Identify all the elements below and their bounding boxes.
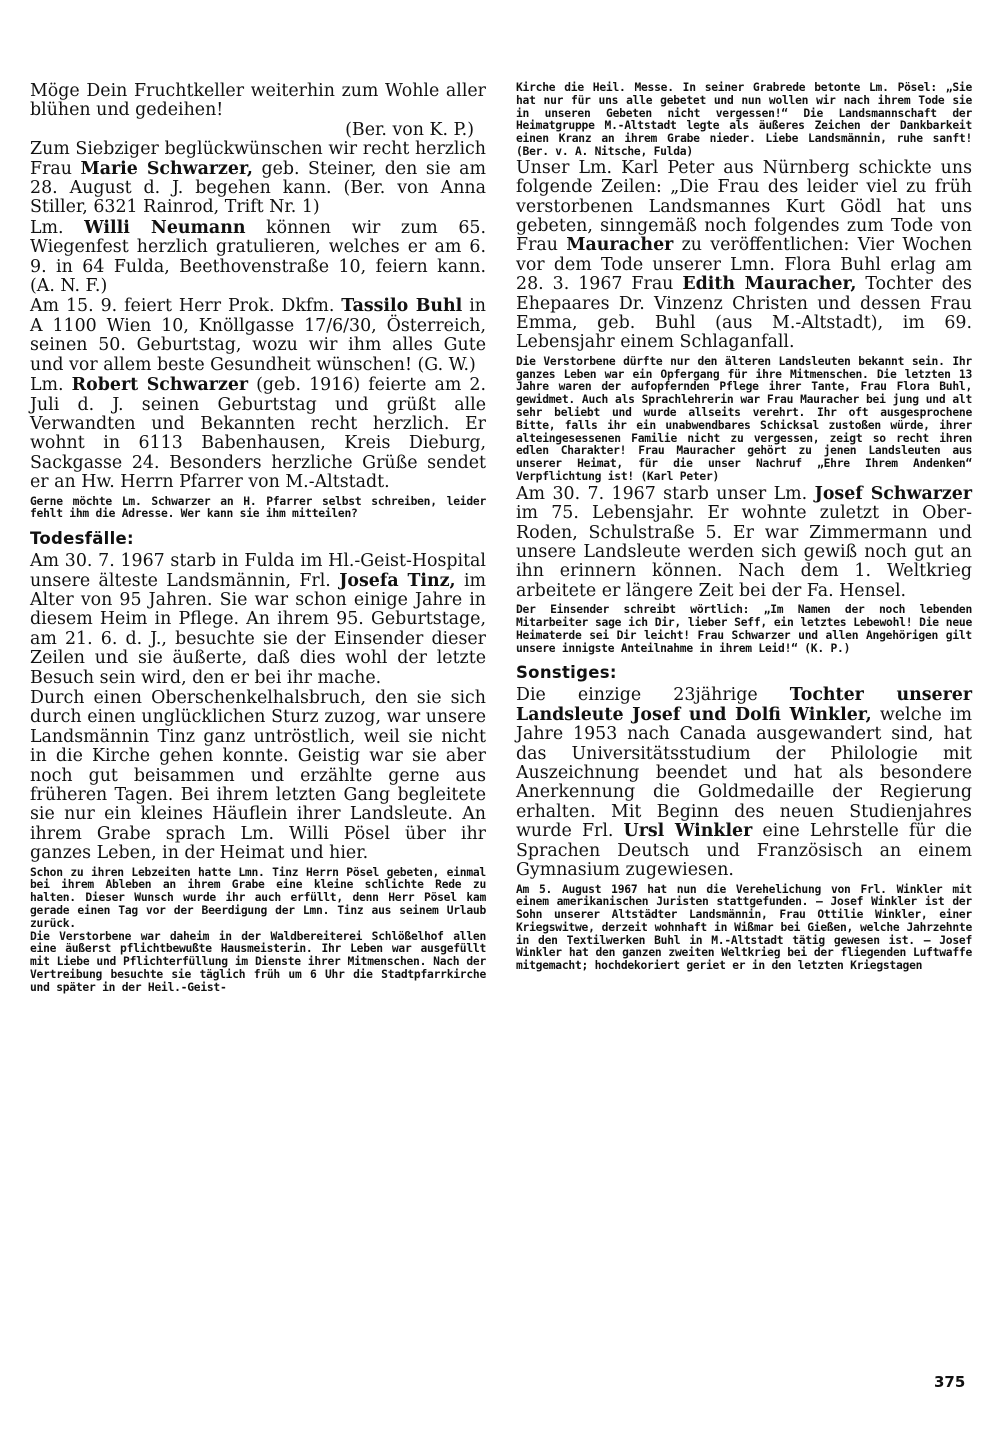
person-name: Tassilo Buhl xyxy=(341,296,463,317)
funeral-speech-note: Kirche die Heil. Messe. In seiner Grabrede betonte Lm. Pösel: „Sie hat nur für uns alle gebetet und nun wollen wir nach ihrem Tode sie in unseren Gebeten nicht vergessen!“ Die Landsmannschaft der Heimatgruppe M.-Altstadt legte als äußeres Zeichen der Dankbarkeit einen Kranz an ihrem Grabe nieder. Liebe Landsmännin, ruhe sanft! (Ber. v. A. Nitsche, Fulda) xyxy=(516,81,972,158)
birthday-buhl: Am 15. 9. feiert Herr Prok. Dkfm. Tassilo Buhl in A 1100 Wien 10, Knöllgasse 17/6/30, Österreich, seinen 50. Geburtstag, wozu wir ihm alles Gute und vor allem beste Gesundheit wünschen! (G. W.) xyxy=(30,296,486,375)
person-name: Robert Schwarzer xyxy=(71,375,249,396)
death-mauracher-note: Die Verstorbene dürfte nur den älteren Landsleuten bekannt sein. Ihr ganzes Leben war ein Opfergang für ihre Mitmenschen. Die letzten 13 Jahre waren der aufopfernden Pflege ihrer Tante, Frau Flora Buhl, gewidmet. Auch als Sprachlehrerin war Frau Mauracher bei jung und alt sehr beliebt und wurde allseits verehrt. Ihr oft ausgesprochene Bitte, falls ihr ein unabwendbares Schicksal zustoßen würde, ihrer alteingesessenen Familie nicht zu vergessen, zeigt so recht ihren edlen Charakter! Frau Mauracher gehört zu jenen Landsleuten aus unserer Heimat, für die unser Nachruf „Ehre Ihrem Andenken“ Verpflichtung ist! (Karl Peter) xyxy=(516,354,972,484)
person-name: Tochter unserer Landsleute Josef und Dolfi Winkler, xyxy=(516,685,973,725)
person-name: Josef Schwarzer xyxy=(814,483,972,504)
person-name: Marie Schwarzer, xyxy=(80,158,253,179)
person-name: Ursl Winkler xyxy=(623,821,753,842)
person-name: Edith Mauracher, xyxy=(682,274,857,295)
section-heading-miscellaneous: Sonstiges: xyxy=(516,663,617,683)
section-heading-deaths: Todesfälle: xyxy=(30,529,134,549)
birthday-schwarzer-marie: Zum Siebziger beglückwünschen wir recht herzlich Frau Marie Schwarzer, geb. Steiner, den sie am 28. August d. J. begehen kann. (Ber. von Anna Stiller, 6321 Rainrod, Trift Nr. 1) xyxy=(30,139,486,218)
farewell-note: Der Einsender schreibt wörtlich: „Im Namen der noch lebenden Mitarbeiter sage ich Dir, lieber Seff, ein letztes Lebewohl! Die neue Heimaterde sei Dir leicht! Frau Schwarzer und allen Angehörigen gilt unsere innigste Anteilnahme in ihrem Leid!“ (K. P.) xyxy=(516,603,972,655)
address-request-note: Gerne möchte Lm. Schwarzer an H. Pfarrer selbst schreiben, leider fehlt ihm die Adresse. Wer kann sie ihm mitteilen? xyxy=(30,494,486,521)
death-tinz-note: Schon zu ihren Lebzeiten hatte Lmn. Tinz Herrn Pösel gebeten, einmal bei ihrem Ableben an ihrem Grabe eine kleine schlichte Rede zu halten. Dieser Wunsch wurde ihr auch erfüllt, denn Herr Pösel kam gerade einen Tag vor der Beerdigung der Lmn. Tinz aus seinem Urlaub zurück. xyxy=(30,865,486,930)
person-name: Josefa Tinz, xyxy=(339,570,456,591)
report-credit: (Ber. von K. P.) xyxy=(345,119,474,140)
right-column xyxy=(516,82,972,973)
birthday-neumann: Lm. Willi Neumann können wir zum 65. Wiegenfest herzlich gratulieren, welches er am 6. 9. in 64 Fulda, Beethovenstraße 10, feiern kann. (A. N. F.) xyxy=(30,217,487,297)
death-tinz: Am 30. 7. 1967 starb in Fulda im Hl.-Geist-Hospital unsere älteste Landsmännin, Frl. Josefa Tinz, im Alter von 95 Jahren. Sie war schon einige Jahre in diesem Heim in Pflege. An ihrem 95. Geburtstage, am 21. 6. d. J., besuchte sie der Einsender dieser Zeilen und sie äußerte, daß dies wohl der letzte Besuch sein wird, den er bei ihr mache. xyxy=(30,551,487,688)
death-tinz-continued: Durch einen Oberschenkelhalsbruch, den sie sich durch einen unglücklichen Sturz zuzog, war unsere Landsmännin Tinz ganz untröstlich, weil sie nicht in die Kirche gehen konnte. Geistig war sie aber noch gut beisammen und erzählte gerne aus früheren Tagen. Bei ihrem letzten Gang begleitete sie nur ein kleines Häuflein ihrer Landsleute. An ihrem Grabe sprach Lm. Willi Pösel über ihr ganzes Leben, in der Heimat und hier. xyxy=(30,687,486,864)
winkler-daughter: Die einzige 23jährige Tochter unserer Landsleute Josef und Dolfi Winkler, welche im Jahre 1953 nach Canada ausgewandert sind, hat das Universitätsstudium der Philologie mit Auszeichnung beendet und hat als besondere Anerkennung die Goldmedaille der Regierung erhalten. Mit Beginn des neuen Studienjahres wurde Frl. Ursl Winkler eine Lehrstelle für die Sprachen Deutsch und Französisch an einem Gymnasium zugewiesen. xyxy=(516,685,973,881)
death-tinz-biography: Die Verstorbene war daheim in der Waldbereiterei Schlößelhof allen eine äußerst pflichtbewußte Hausmeisterin. Ihr Leben war ausgefüllt mit Liebe und Pflichterfüllung im Dienste ihrer Mitmenschen. Nach der Vertreibung besuchte sie täglich früh um 6 Uhr die Stadtpfarrkirche und später in der Heil.-Geist- xyxy=(30,929,486,994)
person-name: Mauracher xyxy=(566,235,674,256)
left-column xyxy=(30,82,486,995)
person-name: Willi Neumann xyxy=(84,217,246,238)
page-number: 375 xyxy=(934,1373,966,1391)
death-mauracher: Unser Lm. Karl Peter aus Nürnberg schickte uns folgende Zeilen: „Die Frau des leider viel zu früh verstorbenen Landsmannes Kurt Gödl hat uns gebeten, sinngemäß noch folgendes zum Tode von Frau Mauracher zu veröffentlichen: Vier Wochen vor dem Tode unserer Lmn. Flora Buhl erlag am 28. 3. 1967 Frau Edith Mauracher, Tochter des Ehepaares Dr. Vinzenz Christen und dessen Frau Emma, geb. Buhl (aus M.-Altstadt), im 69. Lebensjahr einem Schlaganfall. xyxy=(516,157,973,353)
winkler-wedding-note: Am 5. August 1967 hat nun die Verehelichung von Frl. Winkler mit einem amerikanischen Juristen stattgefunden. — Josef Winkler ist der Sohn unserer Altstädter Landsmännin, Frau Ottilie Winkler, einer Kriegswitwe, derzeit wohnhaft in Wißmar bei Gießen, welche Jahrzehnte in den Textilwerken Buhl in M.-Altstadt tätig gewesen ist. — Josef Winkler hat den ganzen zweiten Weltkrieg bei der fliegenden Luftwaffe mitgemacht; hochdekoriert geriet er in den letzten Kriegstagen xyxy=(516,882,972,973)
death-schwarzer-josef: Am 30. 7. 1967 starb unser Lm. Josef Schwarzer im 75. Lebensjahr. Er wohnte zuletzt in Ober-Roden, Schulstraße 5. Er war Zimmermann und unsere Landsleute werden sich gewiß noch gut an ihn erinnern können. Nach dem 1. Weltkrieg arbeitete er längere Zeit bei der Fa. Hensel. xyxy=(516,483,972,601)
birthday-schwarzer-robert: Lm. Robert Schwarzer (geb. 1916) feierte am 2. Juli d. J. seinen Geburtstag und grüßt alle Verwandten und Bekannten recht herzlich. Er wohnt in 6113 Babenhausen, Kreis Dieburg, Sackgasse 24. Besonders herzliche Grüße sendet er an Hw. Herrn Pfarrer von M.-Altstadt. xyxy=(30,375,487,493)
fruit-cellar-paragraph: Möge Dein Fruchtkeller weiterhin zum Wohle aller blühen und gedeihen! xyxy=(30,81,486,121)
